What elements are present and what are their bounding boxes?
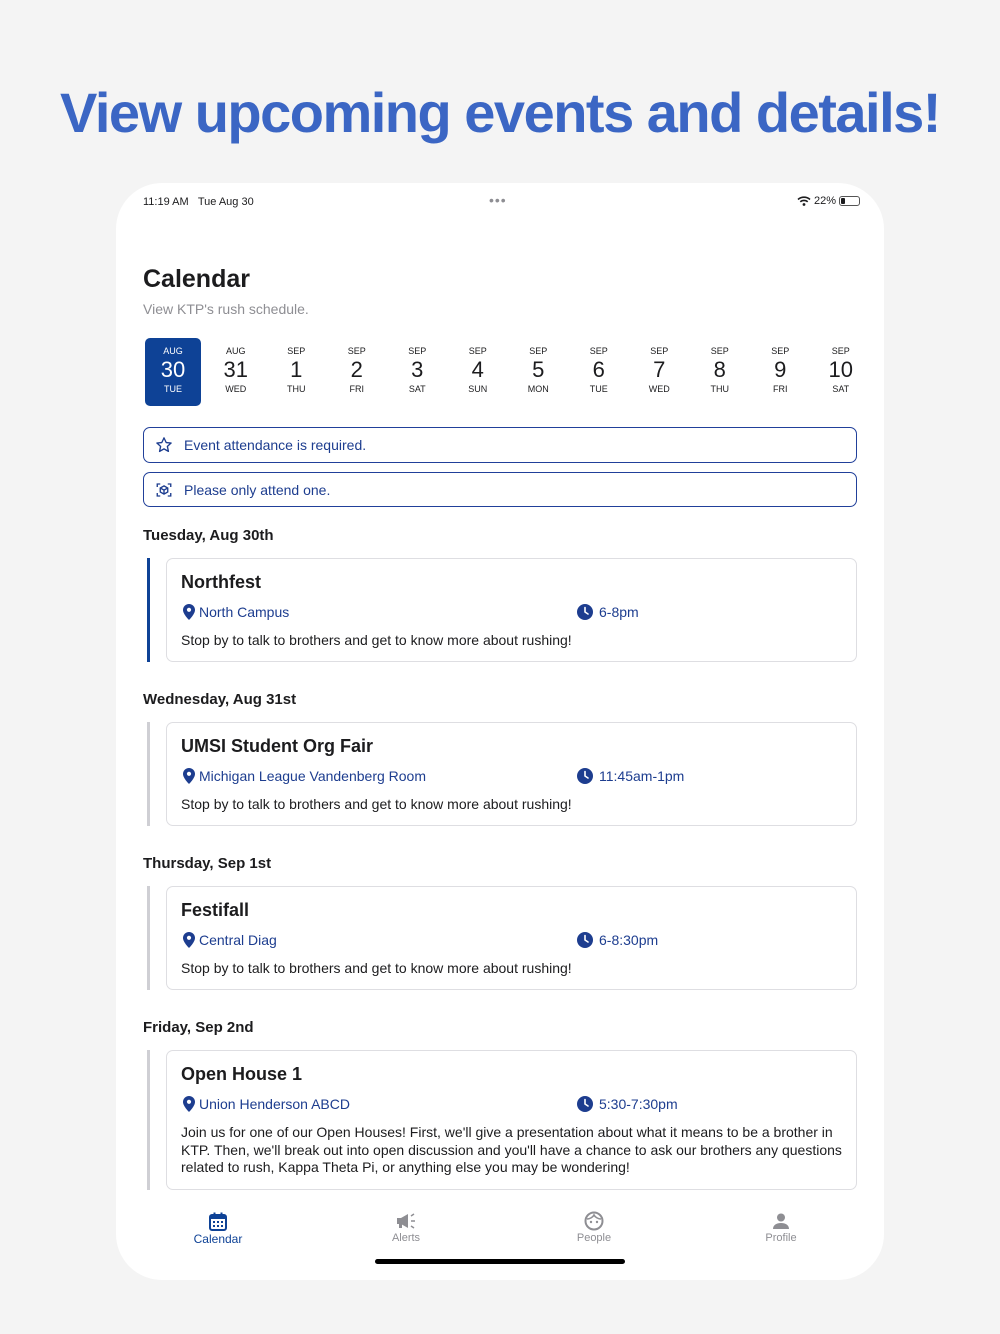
- clock-icon: [577, 768, 593, 784]
- date-weekday: TUE: [164, 384, 182, 394]
- event-description: Join us for one of our Open Houses! First, we'll give a presentation about what it means to be a brother in KTP. Then, we'll break out into open discussion and you'll have a chance to ask our brothers any questions related to rush, Kappa Theta Pi, or anything else you may be wondering!: [181, 1124, 842, 1175]
- date-month: SEP: [529, 346, 548, 356]
- battery-icon: [839, 196, 860, 206]
- date-item[interactable]: [811, 338, 872, 406]
- date-weekday: THU: [710, 384, 729, 394]
- date-month: SEP: [771, 346, 790, 356]
- event-title: Northfest: [181, 572, 261, 592]
- date-day: 5: [532, 357, 545, 382]
- date-day: 1: [290, 357, 303, 382]
- date-item[interactable]: [327, 338, 388, 406]
- date-item[interactable]: [266, 338, 327, 406]
- tab-label: Profile: [765, 1232, 797, 1244]
- event-time: 6-8:30pm: [599, 932, 659, 948]
- date-weekday: WED: [225, 384, 247, 394]
- date-item[interactable]: [690, 338, 751, 406]
- date-item[interactable]: [448, 338, 509, 406]
- date-weekday: SUN: [468, 384, 488, 394]
- date-weekday: FRI: [773, 384, 788, 394]
- tab-label: Calendar: [193, 1232, 243, 1246]
- date-month: SEP: [589, 346, 608, 356]
- date-day: 2: [350, 357, 363, 382]
- date-weekday: WED: [648, 384, 670, 394]
- tablet-screen: [116, 183, 884, 1280]
- date-item[interactable]: [750, 338, 811, 406]
- clock-icon: [577, 932, 593, 948]
- notice-text: Event attendance is required.: [184, 437, 367, 453]
- date-strip: [145, 338, 871, 406]
- date-item[interactable]: [569, 338, 630, 406]
- date-day: 31: [223, 357, 248, 382]
- date-weekday: MON: [527, 384, 549, 394]
- date-month: SEP: [710, 346, 729, 356]
- date-item[interactable]: [629, 338, 690, 406]
- event-card-festifall[interactable]: [166, 886, 857, 990]
- wifi-icon: [797, 196, 811, 206]
- clock-icon: [577, 1096, 593, 1112]
- location-pin-icon: [183, 1096, 195, 1112]
- date-day: 9: [774, 357, 787, 382]
- calendar-icon: [168, 1210, 268, 1232]
- page-title: Calendar: [143, 265, 250, 293]
- event-card-northfest[interactable]: [166, 558, 857, 662]
- date-month: SEP: [650, 346, 669, 356]
- megaphone-icon: [356, 1210, 456, 1232]
- date-item[interactable]: [145, 338, 201, 406]
- notice-attendance-required: [143, 427, 857, 463]
- date-month: SEP: [287, 346, 306, 356]
- notice-attend-one: [143, 472, 857, 507]
- event-title: Festifall: [181, 900, 250, 920]
- event-title: UMSI Student Org Fair: [181, 736, 374, 756]
- tab-calendar[interactable]: [168, 1210, 268, 1246]
- event-time: 5:30-7:30pm: [599, 1096, 678, 1112]
- date-day: 8: [713, 357, 726, 382]
- battery-percent: 22%: [813, 195, 836, 207]
- date-day: 6: [592, 357, 605, 382]
- date-weekday: THU: [287, 384, 306, 394]
- day-rail: [147, 886, 150, 990]
- day-rail: [147, 1050, 150, 1190]
- headline: View upcoming events and details!: [60, 81, 940, 144]
- date-month: SEP: [468, 346, 487, 356]
- day-heading: Thursday, Sep 1st: [143, 855, 272, 872]
- notice-text: Please only attend one.: [184, 481, 331, 498]
- day-heading: Friday, Sep 2nd: [143, 1019, 254, 1036]
- status-bar: [116, 183, 884, 223]
- date-day: 3: [411, 357, 424, 382]
- tab-bar: [116, 1205, 884, 1255]
- location-pin-icon: [183, 768, 195, 784]
- status-time: 11:19 AM: [143, 196, 189, 208]
- event-location[interactable]: Union Henderson ABCD: [199, 1096, 350, 1112]
- date-item[interactable]: [387, 338, 448, 406]
- date-month: SEP: [831, 346, 850, 356]
- date-day: 4: [471, 357, 484, 382]
- date-day: 30: [160, 357, 186, 382]
- location-pin-icon: [183, 604, 195, 620]
- event-location[interactable]: Central Diag: [199, 932, 277, 948]
- date-month: AUG: [163, 346, 183, 356]
- status-date: Tue Aug 30: [197, 196, 254, 208]
- date-item[interactable]: [206, 338, 267, 406]
- day-heading: Wednesday, Aug 31st: [143, 691, 297, 708]
- day-heading: Tuesday, Aug 30th: [143, 527, 274, 544]
- event-description: Stop by to talk to brothers and get to know more about rushing!: [181, 960, 572, 976]
- location-pin-icon: [183, 932, 195, 948]
- tab-profile[interactable]: [731, 1210, 831, 1244]
- person-icon: [731, 1210, 831, 1232]
- date-weekday: TUE: [589, 384, 608, 394]
- date-month: AUG: [225, 346, 246, 356]
- tab-label: Alerts: [391, 1232, 421, 1244]
- event-title: Open House 1: [181, 1064, 303, 1084]
- day-rail: [147, 722, 150, 826]
- day-rail-active: [147, 558, 150, 662]
- scan-cube-icon: [144, 481, 184, 499]
- event-card-open-house[interactable]: [166, 1050, 857, 1190]
- tab-people[interactable]: [544, 1210, 644, 1244]
- date-day: 7: [653, 357, 666, 382]
- star-icon: [144, 436, 184, 454]
- date-month: SEP: [408, 346, 427, 356]
- event-time: 6-8pm: [599, 604, 639, 620]
- date-weekday: SAT: [832, 384, 850, 394]
- home-indicator[interactable]: [375, 1259, 625, 1264]
- date-month: SEP: [347, 346, 366, 356]
- date-item[interactable]: [508, 338, 569, 406]
- date-weekday: SAT: [408, 384, 426, 394]
- event-location[interactable]: North Campus: [199, 604, 290, 620]
- event-description: Stop by to talk to brothers and get to know more about rushing!: [181, 632, 572, 648]
- tab-alerts[interactable]: [356, 1210, 456, 1244]
- event-card-org-fair[interactable]: [166, 722, 857, 826]
- tab-label: People: [576, 1232, 612, 1244]
- date-day: 10: [828, 357, 853, 382]
- multitasking-dots[interactable]: •••: [489, 192, 507, 208]
- face-icon: [544, 1210, 644, 1232]
- event-location[interactable]: Michigan League Vandenberg Room: [199, 768, 427, 784]
- clock-icon: [577, 604, 593, 620]
- page-subtitle: View KTP's rush schedule.: [143, 301, 309, 317]
- date-weekday: FRI: [349, 384, 364, 394]
- event-time: 11:45am-1pm: [599, 768, 685, 784]
- event-description: Stop by to talk to brothers and get to know more about rushing!: [181, 796, 572, 812]
